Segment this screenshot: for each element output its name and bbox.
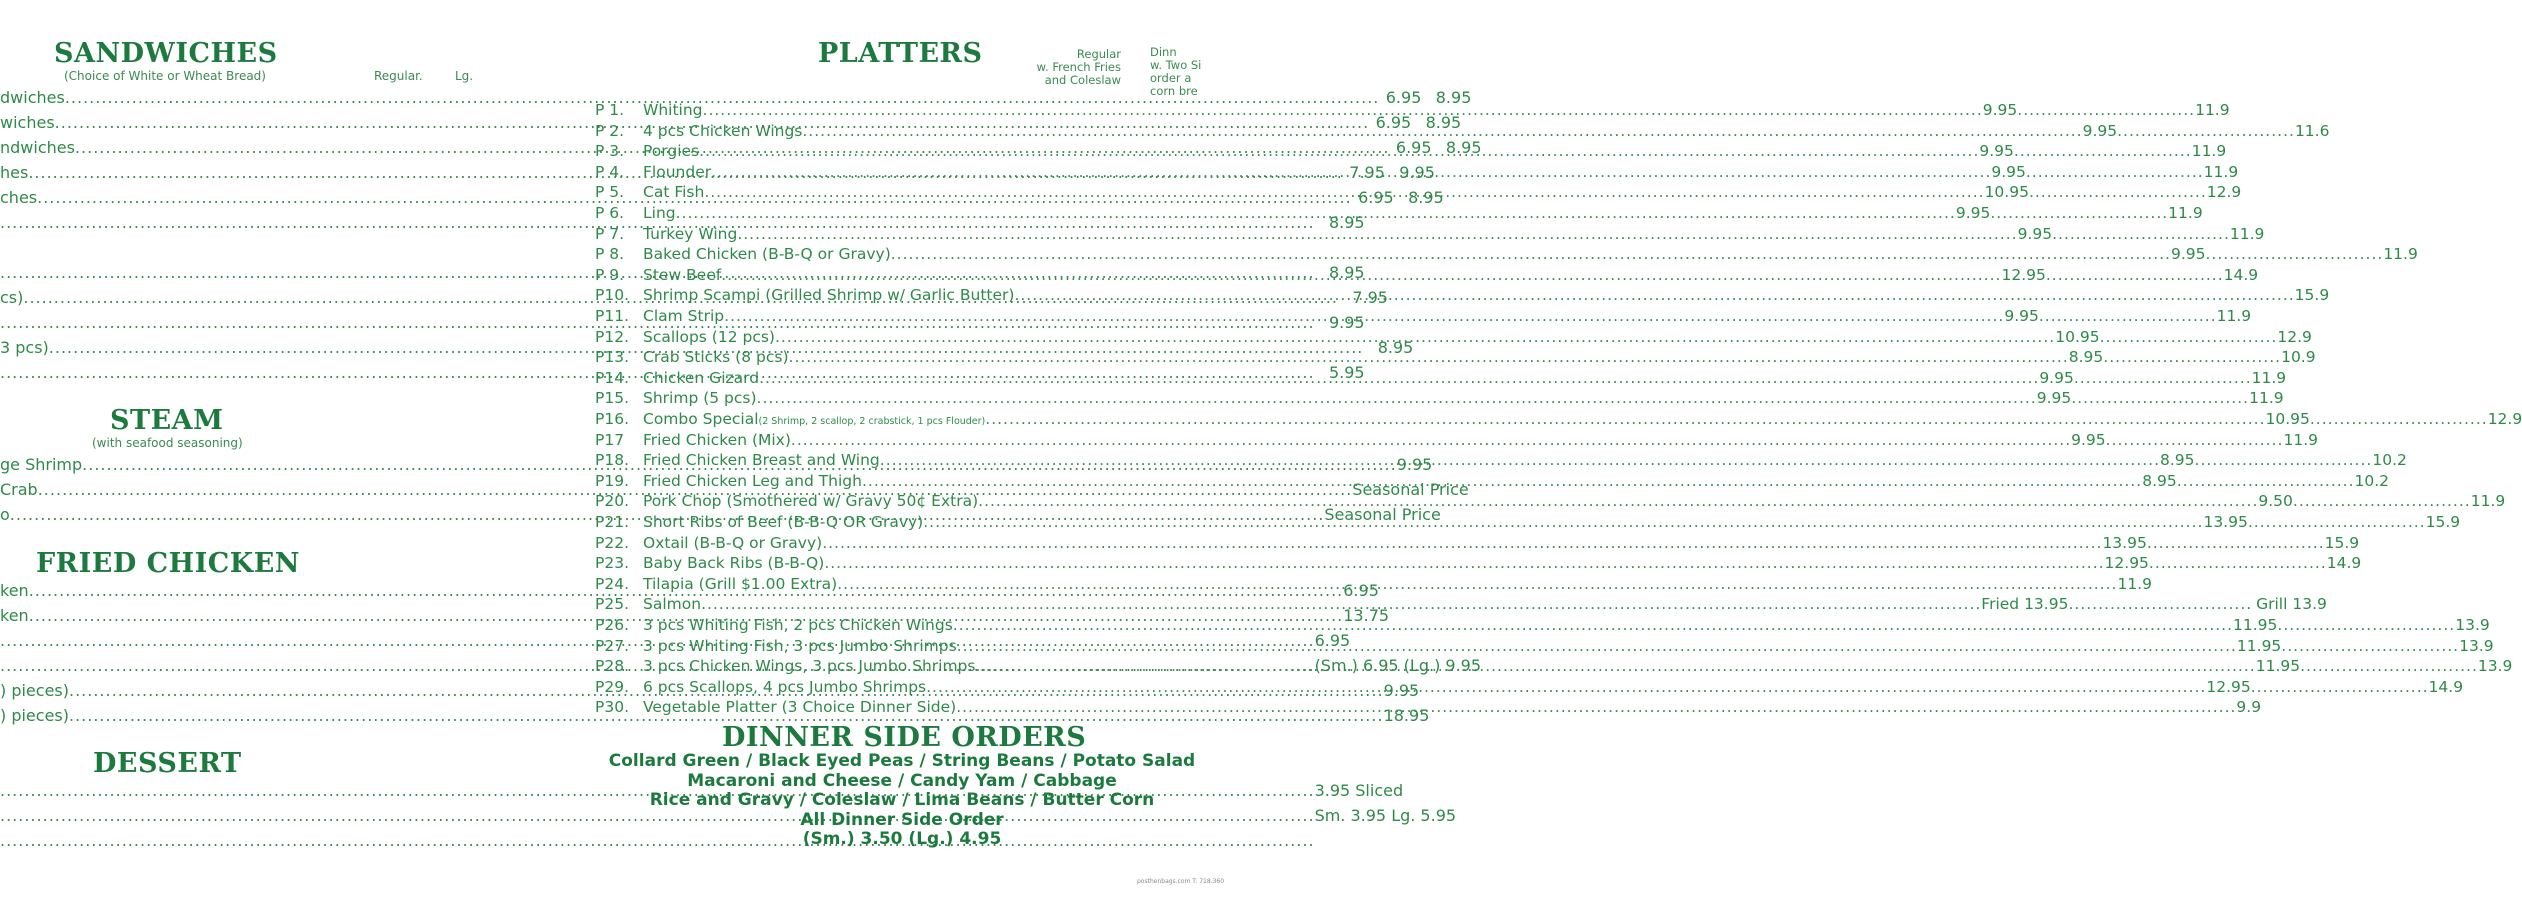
item-name: Turkey Wing xyxy=(643,224,738,243)
dot-leader xyxy=(956,698,2236,716)
col-regular-line: Regular xyxy=(1076,47,1121,61)
dessert-row xyxy=(0,831,400,855)
item-name: Chicken Gizard xyxy=(643,368,760,387)
platter-row xyxy=(595,595,2327,615)
item-name: ken xyxy=(0,606,29,625)
item-price-dinner: 11.9 xyxy=(2191,142,2227,161)
dot-leader xyxy=(721,266,2001,284)
platter-row xyxy=(595,307,2252,327)
item-name: Porgies xyxy=(643,142,700,161)
dot-leader xyxy=(2277,616,2455,634)
platter-row xyxy=(595,245,2418,265)
item-price: 18.95 xyxy=(1383,706,1430,725)
dot-leader xyxy=(953,616,2233,634)
dot-leader xyxy=(862,472,2142,490)
col-dinner-line: Dinn xyxy=(1150,45,1177,59)
item-price-regular: 8.95 xyxy=(2142,471,2177,490)
item-price-regular: 9.95 xyxy=(2004,307,2039,325)
dot-leader xyxy=(757,389,2037,407)
item-price: 9.95 xyxy=(1383,681,1420,700)
dinner-sides-heading: DINNER SIDE ORDERS xyxy=(722,722,1087,753)
item-price-dinner: 12.9 xyxy=(2206,183,2242,202)
dessert-heading: DESSERT xyxy=(93,748,242,779)
item-price-dinner: 11.9 xyxy=(2195,101,2230,119)
item-price-dinner: 13.9 xyxy=(2477,657,2513,676)
item-name: ) pieces) xyxy=(0,706,69,725)
platter-row xyxy=(595,533,2360,554)
dot-leader xyxy=(2014,142,2192,160)
dot-leader xyxy=(837,575,2117,593)
item-name: Crab xyxy=(0,480,38,499)
item-price-large: 8.95 xyxy=(1435,88,1472,107)
item-code: P28. xyxy=(595,657,629,676)
sandwiches-subtitle: (Choice of White or Wheat Bread) xyxy=(64,69,266,83)
item-price-regular: 13.95 xyxy=(2102,533,2147,552)
item-code: P 4. xyxy=(595,162,625,181)
item-name: Tilapia (Grill $1.00 Extra) xyxy=(643,574,838,593)
dot-leader xyxy=(2251,678,2429,696)
dot-leader xyxy=(703,101,1983,119)
dot-leader xyxy=(2100,328,2278,346)
sandwiches-col-large: Lg. xyxy=(455,69,474,83)
item-price-regular: 10.95 xyxy=(1984,183,2029,202)
item-price-large: 9.95 xyxy=(1328,313,1365,332)
item-price-dinner: 11.9 xyxy=(2168,204,2203,222)
footer-note: posthenbags.com T: 718.360 xyxy=(1137,878,1225,885)
dot-leader xyxy=(2149,554,2327,572)
dot-leader xyxy=(2071,389,2249,407)
dot-leader xyxy=(2117,122,2295,140)
dot-leader xyxy=(789,348,2069,366)
item-price-dinner: 11.9 xyxy=(2216,307,2252,325)
dot-leader xyxy=(2281,637,2459,655)
item-note: (2 Shrimp, 2 scallop, 2 crabstick, 1 pcs Flouder) xyxy=(758,416,986,427)
item-code: P11. xyxy=(595,307,629,325)
dot-leader xyxy=(2106,431,2284,449)
dot-leader xyxy=(2206,245,2384,263)
dot-leader xyxy=(704,183,1984,201)
dot-leader xyxy=(2300,657,2478,675)
dinner-side-line: Collard Green / Black Eyed Peas / String Beans / Potato Salad xyxy=(608,751,1196,771)
item-price: (Sm.) 6.95 (Lg.) 9.95 xyxy=(1314,656,1482,675)
item-code: P 6. xyxy=(595,204,625,222)
dot-leader xyxy=(891,245,2171,263)
item-price-dinner: 12.9 xyxy=(2277,327,2312,346)
item-price-large: 7.95 xyxy=(1352,288,1388,307)
dot-leader xyxy=(759,369,2039,387)
item-code: P 5. xyxy=(595,183,625,202)
item-price-regular: 8.95 xyxy=(2068,348,2104,367)
platter-row xyxy=(595,389,2284,409)
dot-leader xyxy=(802,122,2082,140)
steam-subtitle: (with seafood seasoning) xyxy=(92,436,243,450)
item-price-regular: 8.95 xyxy=(2160,451,2195,470)
item-price-dinner: 9.9 xyxy=(2236,698,2262,717)
platter-row xyxy=(595,224,2265,245)
item-name: Flounder xyxy=(643,162,712,181)
platter-row xyxy=(595,492,2506,512)
item-name: ) pieces) xyxy=(0,681,69,700)
item-name: Baked Chicken (B-B-Q or Gravy) xyxy=(643,245,891,264)
dot-leader xyxy=(699,142,1979,160)
item-name: Salmon xyxy=(643,595,702,614)
item-code: P16. xyxy=(595,410,629,428)
item-price: Sm. 3.95 Lg. 5.95 xyxy=(1314,806,1457,825)
item-price-dinner: 14.9 xyxy=(2428,677,2464,696)
dinner-side-line: All Dinner Side Order xyxy=(800,809,1004,830)
dot-leader xyxy=(1014,286,2294,304)
item-price-regular: 9.95 xyxy=(2082,121,2118,140)
item-price-large: 9.95 xyxy=(1399,163,1435,182)
item-price-dinner: 11.9 xyxy=(2251,368,2287,387)
item-price-regular: 6.95 xyxy=(1358,188,1394,207)
item-name: ge Shrimp xyxy=(0,455,83,474)
item-name: Shrimp Scampi (Grilled Shrimp w/ Garlic Butter) xyxy=(643,286,1015,305)
item-price-dinner: 11.9 xyxy=(2470,492,2506,511)
item-price-regular: 10.95 xyxy=(2265,410,2310,428)
dot-leader xyxy=(2039,307,2217,325)
dot-leader xyxy=(2029,183,2207,201)
item-price-large: 8.95 xyxy=(1445,138,1482,157)
item-name: wiches xyxy=(0,113,55,132)
item-code: P26. xyxy=(595,616,629,634)
col-regular-line: w. French Fries xyxy=(1036,60,1121,74)
item-price-dinner: 11.6 xyxy=(2294,121,2330,140)
item-price-regular: 11.95 xyxy=(2236,636,2282,655)
item-price: 6.95 xyxy=(1314,631,1351,650)
item-price-dinner: 11.9 xyxy=(2383,245,2418,264)
platters-col-regular xyxy=(1025,48,1121,87)
item-price-large: 8.95 xyxy=(1377,338,1414,357)
item-code: P17 xyxy=(595,430,625,449)
item-price-regular: 13.95 xyxy=(2203,513,2248,531)
item-code: P27. xyxy=(595,636,629,655)
item-price-dinner: . Grill 13.9 xyxy=(2246,595,2327,614)
item-price-regular: 9.95 xyxy=(1982,101,2018,119)
dot-leader xyxy=(775,328,2055,346)
item-name: Fried Chicken Breast and Wing xyxy=(643,451,880,470)
dot-leader xyxy=(1990,204,2168,222)
item-code: P24. xyxy=(595,574,629,593)
item-price-dinner: 12.9 xyxy=(2487,410,2522,428)
steam-heading: STEAM xyxy=(110,405,224,436)
item-price-dinner: 11.9 xyxy=(2203,162,2239,181)
dot-leader xyxy=(822,534,2102,552)
dot-leader xyxy=(2026,163,2204,181)
dot-leader xyxy=(975,657,2255,675)
item-name: o xyxy=(0,505,10,524)
item-price-dinner: 14.9 xyxy=(2326,554,2362,573)
item-price: Seasonal Price xyxy=(1352,480,1469,499)
item-code: P 3. xyxy=(595,142,625,161)
sandwiches-col-regular: Regular. xyxy=(374,69,423,83)
dot-leader xyxy=(2074,369,2252,387)
item-price-large: 8.95 xyxy=(1328,263,1365,282)
platter-row xyxy=(595,616,2490,636)
dot-leader xyxy=(2103,348,2281,366)
item-name: hes xyxy=(0,163,29,182)
item-price: 13.75 xyxy=(1343,606,1390,625)
item-name: cs) xyxy=(0,288,24,307)
item-name: Stew Beef xyxy=(643,265,722,284)
item-name: 3 pcs) xyxy=(0,338,49,357)
item-name: dwiches xyxy=(0,88,65,107)
item-price-regular: Fried 13.95 xyxy=(1981,595,2069,614)
item-code: P18. xyxy=(595,451,629,470)
item-price-regular: 6.95 xyxy=(1385,88,1422,107)
dot-leader xyxy=(2147,534,2325,552)
dot-leader xyxy=(923,513,2203,531)
fried-chicken-heading: FRIED CHICKEN xyxy=(36,548,300,579)
item-price-regular: 9.95 xyxy=(2017,224,2053,243)
dot-leader xyxy=(824,554,2104,572)
dot-leader xyxy=(2293,492,2471,510)
dot-leader xyxy=(985,410,2265,428)
item-price-dinner: 15.9 xyxy=(2294,286,2330,305)
item-name: 6 pcs Scallops, 4 pcs Jumbo Shrimps xyxy=(643,677,927,696)
item-name: 3 pcs Whiting Fish, 3 pcs Jumbo Shrimps xyxy=(643,636,957,655)
dot-leader xyxy=(676,204,1956,222)
item-name: ken xyxy=(0,581,29,600)
item-code: P30. xyxy=(595,698,629,717)
item-price-regular: 9.95 xyxy=(2170,245,2206,264)
platters-col-dinner xyxy=(1150,46,1201,98)
item-code: P13. xyxy=(595,348,629,367)
dinner-side-line: Macaroni and Cheese / Candy Yam / Cabbage xyxy=(687,770,1117,791)
item-price-regular: 12.95 xyxy=(2001,265,2046,284)
dot-leader xyxy=(2248,513,2426,531)
item-price-dinner: 13.9 xyxy=(2455,616,2490,634)
item-price-large: 8.95 xyxy=(1328,213,1365,232)
item-price-dinner: 11.9 xyxy=(2229,224,2265,243)
item-name: Shrimp (5 pcs) xyxy=(643,389,757,408)
item-price-large: 8.95 xyxy=(1425,113,1462,132)
item-code: P 1. xyxy=(595,101,625,119)
item-name: Fried Chicken Leg and Thigh xyxy=(643,471,862,490)
item-price: 9.95 xyxy=(1396,455,1433,474)
item-name: Short Ribs of Beef (B-B-Q OR Gravy) xyxy=(643,513,924,531)
item-name: 3 pcs Whiting Fish, 2 pcs Chicken Wings xyxy=(643,616,953,634)
item-price-regular: 9.95 xyxy=(2039,368,2074,387)
dot-leader xyxy=(978,492,2258,510)
dinner-side-line: Rice and Gravy / Coleslaw / Lima Beans / Butter Corn xyxy=(649,790,1155,810)
item-price-dinner: 10.2 xyxy=(2372,451,2407,470)
item-price-regular: 12.95 xyxy=(2104,554,2149,573)
item-price: 3.95 Sliced xyxy=(1314,781,1404,800)
platter-row xyxy=(595,410,2522,430)
item-name: Whiting xyxy=(643,101,703,119)
item-name: Pork Chop (Smothered w/ Gravy 50¢ Extra) xyxy=(643,492,979,511)
item-code: P23. xyxy=(595,554,629,573)
item-price-dinner: 11.9 xyxy=(2283,430,2318,449)
item-price-regular: 11.95 xyxy=(2233,616,2278,634)
item-name: Fried Chicken (Mix) xyxy=(643,430,791,449)
item-code: P14. xyxy=(595,368,629,387)
item-price-dinner: 14.9 xyxy=(2223,265,2259,284)
item-price-regular: 9.50 xyxy=(2258,492,2293,511)
item-code: P29. xyxy=(595,677,629,696)
dot-leader xyxy=(957,637,2237,655)
item-price-dinner: 13.9 xyxy=(2459,636,2494,655)
platter-row xyxy=(595,348,2316,368)
item-price-regular: 9.95 xyxy=(2036,389,2072,408)
dot-leader xyxy=(2046,266,2224,284)
item-name: Vegetable Platter (3 Choice Dinner Side) xyxy=(643,698,957,717)
item-price-large: 8.95 xyxy=(1408,188,1444,207)
item-code: P 9. xyxy=(595,265,625,284)
dot-leader xyxy=(791,431,2071,449)
item-code: P 7. xyxy=(595,224,625,243)
item-price-dinner: 10.9 xyxy=(2281,348,2316,367)
item-name: Baby Back Ribs (B-B-Q) xyxy=(643,554,825,573)
item-name: 4 pcs Chicken Wings xyxy=(643,121,803,140)
dot-leader xyxy=(701,595,1981,613)
dot-leader xyxy=(2177,472,2355,490)
item-code: P19. xyxy=(595,471,629,490)
dinner-side-line: (Sm.) 3.50 (Lg.) 4.95 xyxy=(802,829,1002,849)
item-price-regular: 9.95 xyxy=(1991,162,2026,181)
platters-heading: PLATTERS xyxy=(818,38,983,69)
item-price-dinner: 10.2 xyxy=(2354,471,2390,490)
item-name: Scallops (12 pcs) xyxy=(643,327,775,346)
item-price-dinner: 15.9 xyxy=(2425,513,2461,531)
item-price-regular: 12.95 xyxy=(2206,677,2251,696)
item-name: Oxtail (B-B-Q or Gravy) xyxy=(643,533,823,552)
platter-row xyxy=(595,101,2230,121)
item-code: P12. xyxy=(595,327,629,346)
item-code: P22. xyxy=(595,533,629,552)
item-code: P20. xyxy=(595,492,629,511)
item-price-regular: 9.95 xyxy=(2071,430,2106,449)
item-code: P 8. xyxy=(595,245,625,264)
platter-row xyxy=(595,430,2318,451)
item-code: P21. xyxy=(595,513,629,531)
col-dinner-line: corn bre xyxy=(1150,84,1198,98)
item-name: Ling xyxy=(643,204,676,222)
item-name: Clam Strip xyxy=(643,307,725,325)
item-name: Crab Sticks (8 pcs) xyxy=(643,348,789,367)
item-name: ndwiches xyxy=(0,138,75,157)
dot-leader xyxy=(880,451,2160,469)
dot-leader xyxy=(2195,451,2373,469)
item-code: P15. xyxy=(595,389,629,408)
item-price: Seasonal Price xyxy=(1324,505,1441,524)
dot-leader xyxy=(711,163,1991,181)
item-name: 3 pcs Chicken Wings, 3 pcs Jumbo Shrimps xyxy=(643,657,976,676)
item-name: Combo Special xyxy=(643,410,759,428)
item-price-large: 5.95 xyxy=(1328,363,1365,382)
platter-row xyxy=(595,554,2362,574)
col-regular-line: and Coleslaw xyxy=(1044,73,1121,87)
dot-leader xyxy=(737,225,2017,243)
item-price-regular: 9.95 xyxy=(1955,204,1991,222)
item-price-regular: 6.95 xyxy=(1375,113,1412,132)
item-code: P25. xyxy=(595,595,629,614)
item-price-regular: 7.95 xyxy=(1349,163,1385,182)
item-price-dinner: 11.9 xyxy=(2249,389,2284,408)
dot-leader xyxy=(2017,101,2195,119)
sandwiches-heading: SANDWICHES xyxy=(54,38,278,69)
item-code: P 2. xyxy=(595,121,625,140)
dot-leader xyxy=(2310,410,2488,428)
dot-leader xyxy=(2068,595,2246,613)
col-dinner-line: order a xyxy=(1150,71,1192,85)
item-price-regular: 6.95 xyxy=(1395,138,1432,157)
item-price-regular: 11.95 xyxy=(2255,657,2301,676)
dot-leader xyxy=(2052,225,2230,243)
item-price: 6.95 xyxy=(1343,581,1379,600)
col-dinner-line: w. Two Si xyxy=(1150,58,1202,72)
item-price-dinner: 11.9 xyxy=(2117,574,2152,593)
item-name: ches xyxy=(0,188,38,207)
item-price-dinner: 15.9 xyxy=(2324,533,2360,552)
item-code: P10. xyxy=(595,286,629,305)
item-price-regular: 9.95 xyxy=(1979,142,2014,161)
dot-leader xyxy=(724,307,2004,325)
dot-leader xyxy=(926,678,2206,696)
item-price-regular: 10.95 xyxy=(2055,327,2100,346)
item-name: Cat Fish xyxy=(643,183,705,202)
